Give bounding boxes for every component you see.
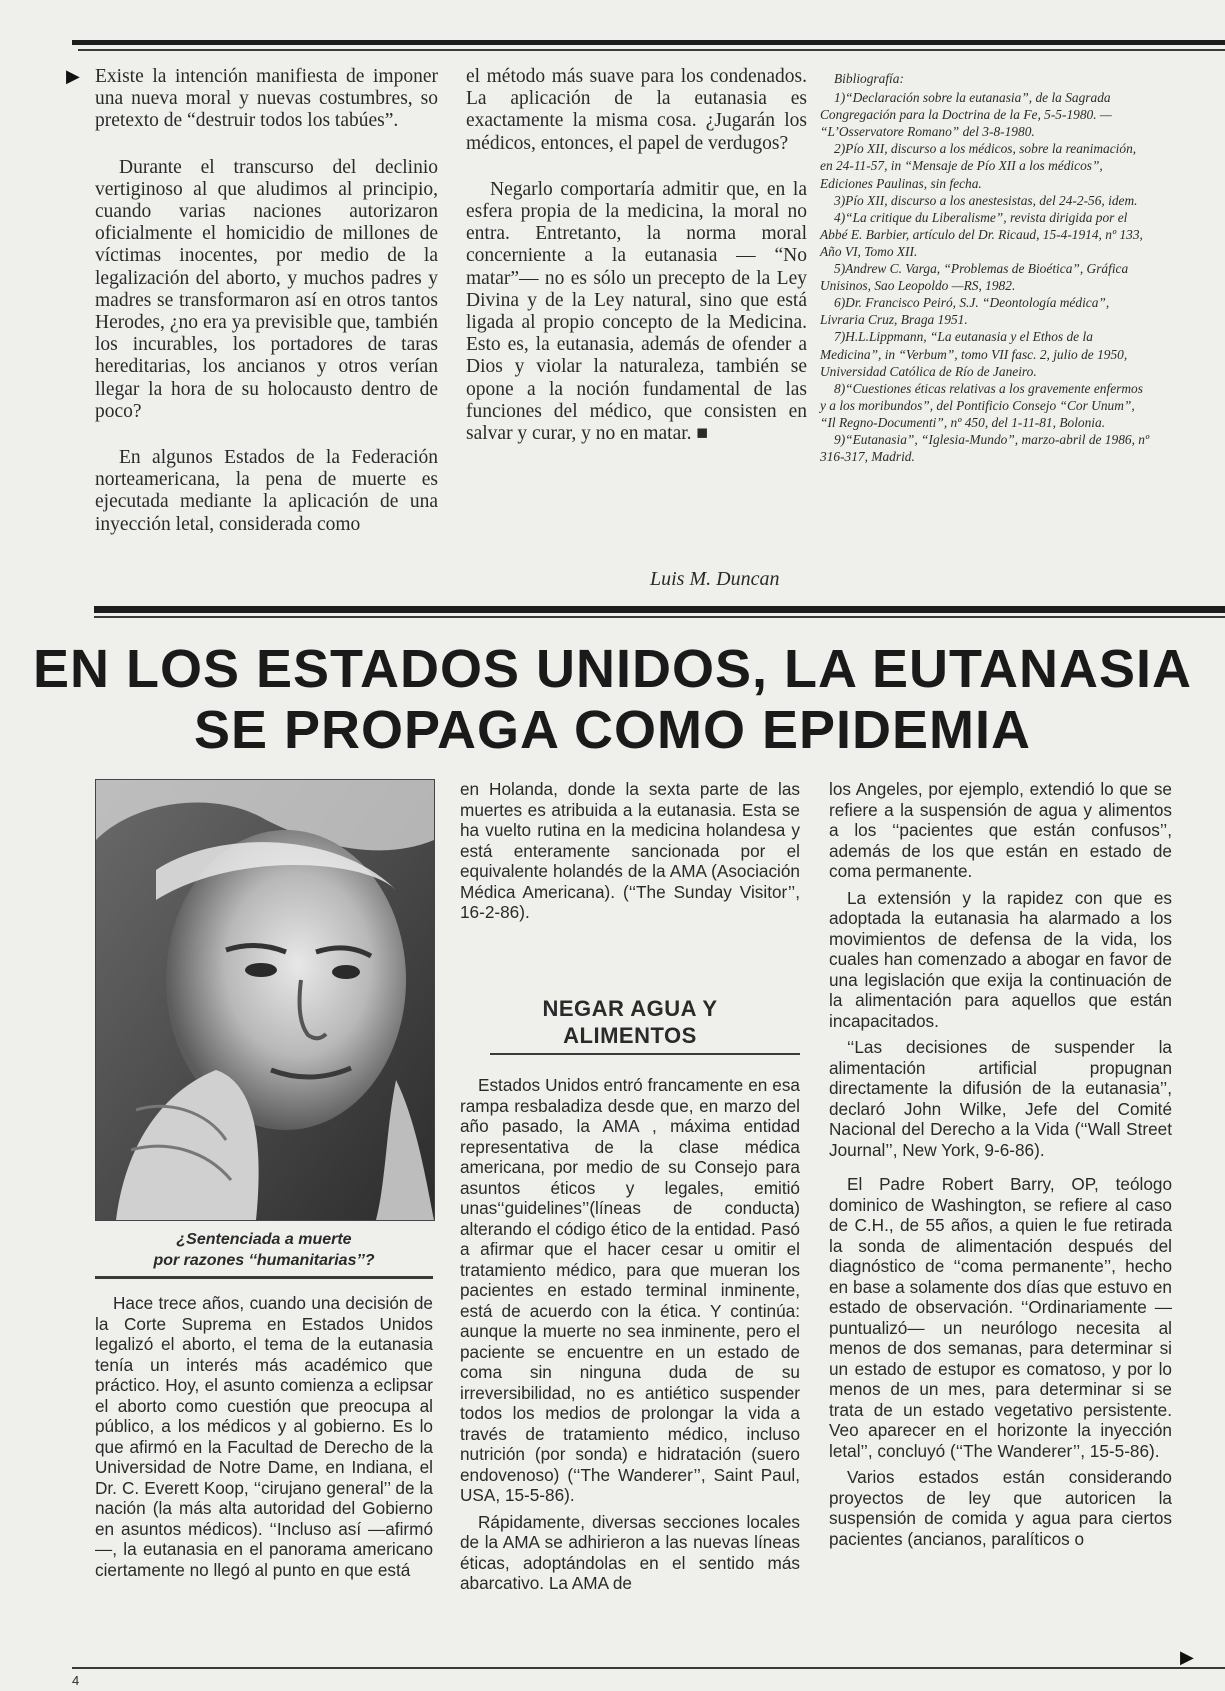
bibliography-item: 1)“Declaración sobre la eutanasia”, de la Sagrada Congregación para la Doctrina de la Fe, 5-5-1980. — “L’Osservatore Romano” del 3-8-1980. bbox=[820, 90, 1112, 140]
paragraph: Negarlo comportaría admitir que, en la esfera propia de la medicina, la moral no entra. Entretanto, la norma moral concerniente a la eutanasia — “No matar”— no es sólo un precepto de la Ley Divina y de la Ley natural, sino que está ligada al propio concepto de la Medicina. Esto es, la eutanasia, además de ofender a Dios y violar la naturaleza, también se opone a la noción fundamental de las funciones del médico, que consisten en salvar y curar, y no en matar. ■ bbox=[466, 178, 807, 445]
bibliography-item: 6)Dr. Francisco Peiró, S.J. “Deontología médica”, Livraria Cruz, Braga 1951. bbox=[820, 295, 1110, 328]
top-article-column-1 bbox=[95, 66, 438, 560]
top-rule-secondary bbox=[78, 49, 1225, 51]
top-rule bbox=[72, 40, 1225, 45]
section-divider-secondary bbox=[94, 616, 1225, 618]
arrow-right-icon: ▶ bbox=[66, 66, 80, 86]
headline-line-1: EN LOS ESTADOS UNIDOS, LA EUTANASIA bbox=[32, 639, 1193, 699]
bibliography-item: 7)H.L.Lippmann, “La eutanasia y el Ethos de la Medicina”, in “Verbum”, tomo VII fasc. 2, julio de 1950, Universidad Católica de Río de Janeiro. bbox=[820, 329, 1128, 379]
subhead bbox=[460, 995, 800, 1049]
paragraph: el método más suave para los condenados. La aplicación de la eutanasia es exactamente la misma cosa. ¿Jugarán los médicos, entonces, el papel de verdugos? bbox=[466, 66, 807, 154]
headline-line-2: SE PROPAGA COMO EPIDEMIA bbox=[193, 700, 1032, 760]
paragraph: en Holanda, donde la sexta parte de las muertes es atribuida a la eutanasia. Esta se ha vuelto rutina en la medicina holandesa y está enteramente sancionada por el equivalente holandés de la AMA (Asociación Médica Americana). (‘‘The Sunday Visitor’’, 16-2-86). bbox=[460, 779, 800, 922]
bottom-rule bbox=[72, 1667, 1225, 1669]
lower-article-column-1 bbox=[95, 1293, 433, 1586]
paragraph: En algunos Estados de la Federación norteamericana, la pena de muerte es ejecutada mediante la aplicación de una inyección letal, considerada como bbox=[95, 447, 438, 535]
subhead-rule bbox=[490, 1053, 800, 1055]
arrow-continue-icon: ▶ bbox=[1180, 1647, 1194, 1667]
paragraph: Durante el transcurso del declinio vertiginoso al que aludimos al principio, cuando varias naciones autorizaron oficialmente el homicidio de millones de víctimas inocentes, por medio de la legalización del aborto, y muchos padres y madres se transformaron así en otros tantos Herodes, ¿no era ya previsible que, también los incurables, los portadores de taras hereditarias, los ancianos y otros verían llegar la hora de su holocausto dentro de poco? bbox=[95, 156, 438, 422]
author-signature: Luis M. Duncan bbox=[650, 568, 780, 590]
lower-article-column-2-intro bbox=[460, 779, 800, 929]
lower-article-column-3 bbox=[829, 779, 1172, 1555]
lower-article-column-2 bbox=[460, 1075, 800, 1600]
paragraph: ‘‘Las decisiones de suspender la alimentación artificial propugnan directamente la difusión de la eutanasia’’, declaró John Wilke, Jefe del Comité Nacional del Derecho a la Vida (‘‘Wall Street Journal’’, New York, 9-6-86). bbox=[829, 1037, 1172, 1160]
bibliography-item: 5)Andrew C. Varga, “Problemas de Bioética”, Gráfica Unisinos, Sao Leopoldo —RS, 1982. bbox=[820, 261, 1129, 294]
portrait-photo bbox=[95, 779, 435, 1221]
bibliography-item: 4)“La critique du Liberalisme”, revista dirigida por el Abbé E. Barbier, artículo del Dr. Ricaud, 15-4-1914, nº 133, Año VI, Tomo XII. bbox=[820, 209, 1143, 259]
paragraph: La extensión y la rapidez con que es adoptada la eutanasia ha alarmado a los movimientos de defensa de la vida, los cuales han comenzado a abogar en favor de una legislación que exija la continuación de la alimentación para aquellos que están incapacitados. bbox=[829, 887, 1172, 1031]
photo-caption bbox=[95, 1229, 433, 1271]
paragraph: Rápidamente, diversas secciones locales de la AMA se adhirieron a las nuevas líneas éticas, adoptándolas en el sentido más abarcativo. La AMA de bbox=[460, 1511, 800, 1593]
bibliography-title: Bibliografía: bbox=[834, 71, 904, 86]
caption-line-2: por razones ‘‘humanitarias’’? bbox=[153, 1252, 375, 1269]
paragraph: Existe la intención manifiesta de imponer una nueva moral y nuevas costumbres, so pretexto de “destruir todos los tabúes”. bbox=[95, 66, 438, 132]
paragraph: Varios estados están considerando proyectos de ley que autoricen la suspensión de comida y agua para ciertos pacientes (ancianos, paralíticos o bbox=[829, 1467, 1172, 1549]
paragraph: Estados Unidos entró francamente en esa rampa resbaladiza desde que, en marzo del año pasado, la AMA , máxima entidad representativa de la clase médica americana, por medio de su Consejo para asuntos éticos y legales, emitió unas‘‘guidelines’’(líneas de conducta) alterando el código ético de la entidad. Pasó a afirmar que el hacer cesar u omitir el tratamiento médico, para que mueran los pacientes en estado terminal inminente, está de acuerdo con la ética. Y continúa: aunque la muerte no sea inminente, pero el paciente se encuentre en un estado de coma sin ninguna duda de su irreversibilidad, no es antiético suspender todos los medios de prolongar la vida a través de tratamiento médico, incluso nutrición (por sonda) e hidratación (suero endovenoso) (‘‘The Wanderer’’, Saint Paul, USA, 15-5-86). bbox=[460, 1075, 800, 1505]
bibliography-item: 8)“Cuestiones éticas relativas a los gravemente enfermos y a los moribundos”, del Pontificio Consejo “Cor Unum”, “Il Regno-Documenti”, nº 450, del 1-11-81, Bolonia. bbox=[820, 380, 1143, 430]
top-article-column-2 bbox=[466, 66, 807, 469]
section-divider bbox=[94, 606, 1225, 613]
bibliography-item: 2)Pío XII, discurso a los médicos, sobre la reanimación, en 24-11-57, in “Mensaje de Pío XII a los médicos”, Ediciones Paulinas, sin fecha. bbox=[820, 141, 1137, 191]
bibliography bbox=[820, 70, 1150, 465]
paragraph: Hace trece años, cuando una decisión de la Corte Suprema en Estados Unidos legalizó el aborto, el tema de la eutanasia tenía un interés más académico que práctico. Hoy, el asunto comienza a eclipsar el aborto como cuestión que preocupa al público, a los médicos y al gobierno. Es lo que afirmó en la Facultad de Derecho de la Universidad de Notre Dame, en Indiana, el Dr. C. Everett Koop, ‘‘cirujano general’’ de la nación (la más alta autoridad del Gobierno en asuntos médicos). ‘‘Incluso así —afirmó—, la eutanasia en el panorama americano ciertamente no llegó al punto en que está bbox=[95, 1293, 433, 1580]
paragraph: El Padre Robert Barry, OP, teólogo dominico de Washington, se refiere al caso de C.H., de 55 años, a quien le fue retirada la sonda de alimentación después del diagnóstico de ‘‘coma permanente’’, hecho en base a solamente dos días que estuvo en estado de observación. ‘‘Ordinariamente — puntualizó— un neurólogo necesita al menos de dos semanas, para determinar si un estado de estupor es comatoso, y por lo menos de un mes, para determinar si se trata de un estado vegetativo persistente. Veo aparecer en el horizonte la inyección letal’’, concluyó (‘‘The Wanderer’’, 15-5-86). bbox=[829, 1174, 1172, 1461]
portrait-image bbox=[96, 780, 434, 1220]
paragraph: los Angeles, por ejemplo, extendió lo que se refiere a la suspensión de agua y alimentos a los ‘‘pacientes que están confusos’’, además de los que están en estado de coma permanente. bbox=[829, 779, 1172, 881]
caption-line-1: ¿Sentenciada a muerte bbox=[176, 1231, 352, 1248]
bibliography-item: 3)Pío XII, discurso a los anestesistas, del 24-2-56, idem. bbox=[834, 192, 1138, 208]
subhead-line-1: NEGAR AGUA Y bbox=[542, 996, 718, 1021]
bibliography-item: 9)“Eutanasia”, “Iglesia-Mundo”, marzo-abril de 1986, nº 316-317, Madrid. bbox=[820, 431, 1150, 465]
page-number: 4 bbox=[72, 1673, 80, 1688]
caption-rule bbox=[95, 1276, 433, 1279]
subhead-line-2: ALIMENTOS bbox=[563, 1023, 697, 1048]
